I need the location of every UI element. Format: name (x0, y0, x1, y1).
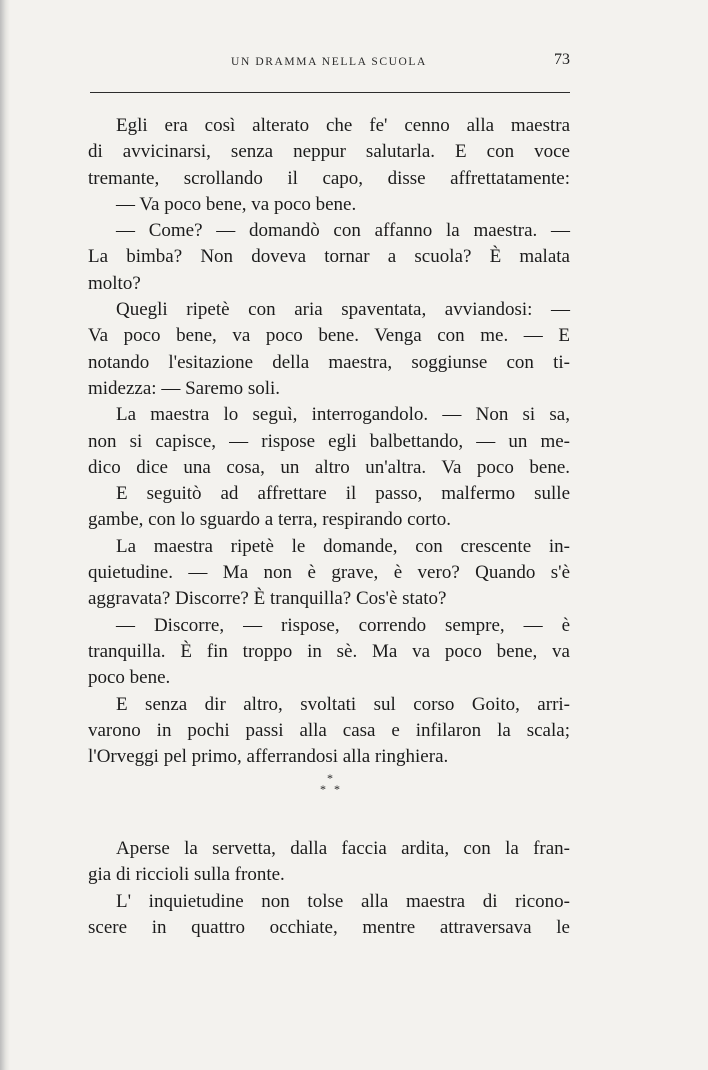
text-line: — Discorre, — rispose, correndo sempre, — è (116, 614, 570, 636)
running-header (88, 51, 570, 71)
text-line: scere in quattro occhiate, mentre attraversava le (88, 916, 570, 938)
page-gutter-shadow (0, 0, 10, 1070)
text-line: dico dice una cosa, un altro un'altra. Va poco bene. (88, 456, 570, 478)
text-line: E seguitò ad affrettare il passo, malfermo sulle (116, 483, 570, 505)
text-line: La maestra lo seguì, interrogandolo. — Non si sa, (116, 404, 570, 426)
text-line: Quegli ripetè con aria spaventata, avviandosi: — (116, 299, 570, 321)
text-line: — Va poco bene, va poco bene. (116, 193, 357, 215)
text-line: La maestra ripetè le domande, con crescente in- (116, 535, 570, 557)
text-line: E senza dir altro, svoltati sul corso Goito, arri- (116, 693, 570, 715)
text-line: Va poco bene, va poco bene. Venga con me. — E (88, 325, 570, 347)
text-line: Egli era così alterato che fe' cenno alla maestra (116, 115, 570, 136)
text-line: quietudine. — Ma non è grave, è vero? Quando s'è (88, 562, 570, 584)
asterism-star-left: * (320, 782, 326, 796)
asterism-star-right: * (334, 782, 340, 796)
text-line: tremante, scrollando il capo, disse affrettatamente: (88, 167, 570, 189)
section-break-asterism (318, 772, 348, 802)
text-line: molto? (88, 272, 141, 294)
text-line: tranquilla. È fin troppo in sè. Ma va poco bene, va (88, 640, 570, 662)
text-line: non si capisce, — rispose egli balbettando, — un me- (88, 430, 570, 452)
running-title: UN DRAMMA NELLA SCUOLA (231, 56, 427, 68)
text-line: poco bene. (88, 667, 171, 689)
text-line: notando l'esitazione della maestra, soggiunse con ti- (88, 351, 570, 373)
text-line: gambe, con lo sguardo a terra, respirando corto. (88, 509, 451, 531)
text-line: Aperse la servetta, dalla faccia ardita, con la fran- (116, 838, 570, 859)
text-line: midezza: — Saremo soli. (88, 377, 281, 399)
text-line: aggravata? Discorre? È tranquilla? Cos'è stato? (88, 588, 447, 610)
text-line: varono in pochi passi alla casa e infilaron la scala; (88, 719, 570, 741)
text-line: La bimba? Non doveva tornar a scuola? È malata (88, 246, 570, 268)
body-text (88, 113, 570, 770)
text-line: — Come? — domandò con affanno la maestra. — (116, 220, 570, 242)
text-line: di avvicinarsi, senza neppur salutarla. E con voce (88, 141, 570, 163)
page-number: 73 (554, 51, 570, 68)
text-line: gia di riccioli sulla fronte. (88, 864, 285, 886)
text-line: L' inquietudine non tolse alla maestra di ricono- (116, 890, 570, 912)
body-text-continued (88, 836, 570, 941)
header-rule (90, 92, 570, 93)
asterism-star-top: * (327, 771, 333, 785)
text-line: l'Orveggi pel primo, afferrandosi alla ringhiera. (88, 746, 449, 768)
